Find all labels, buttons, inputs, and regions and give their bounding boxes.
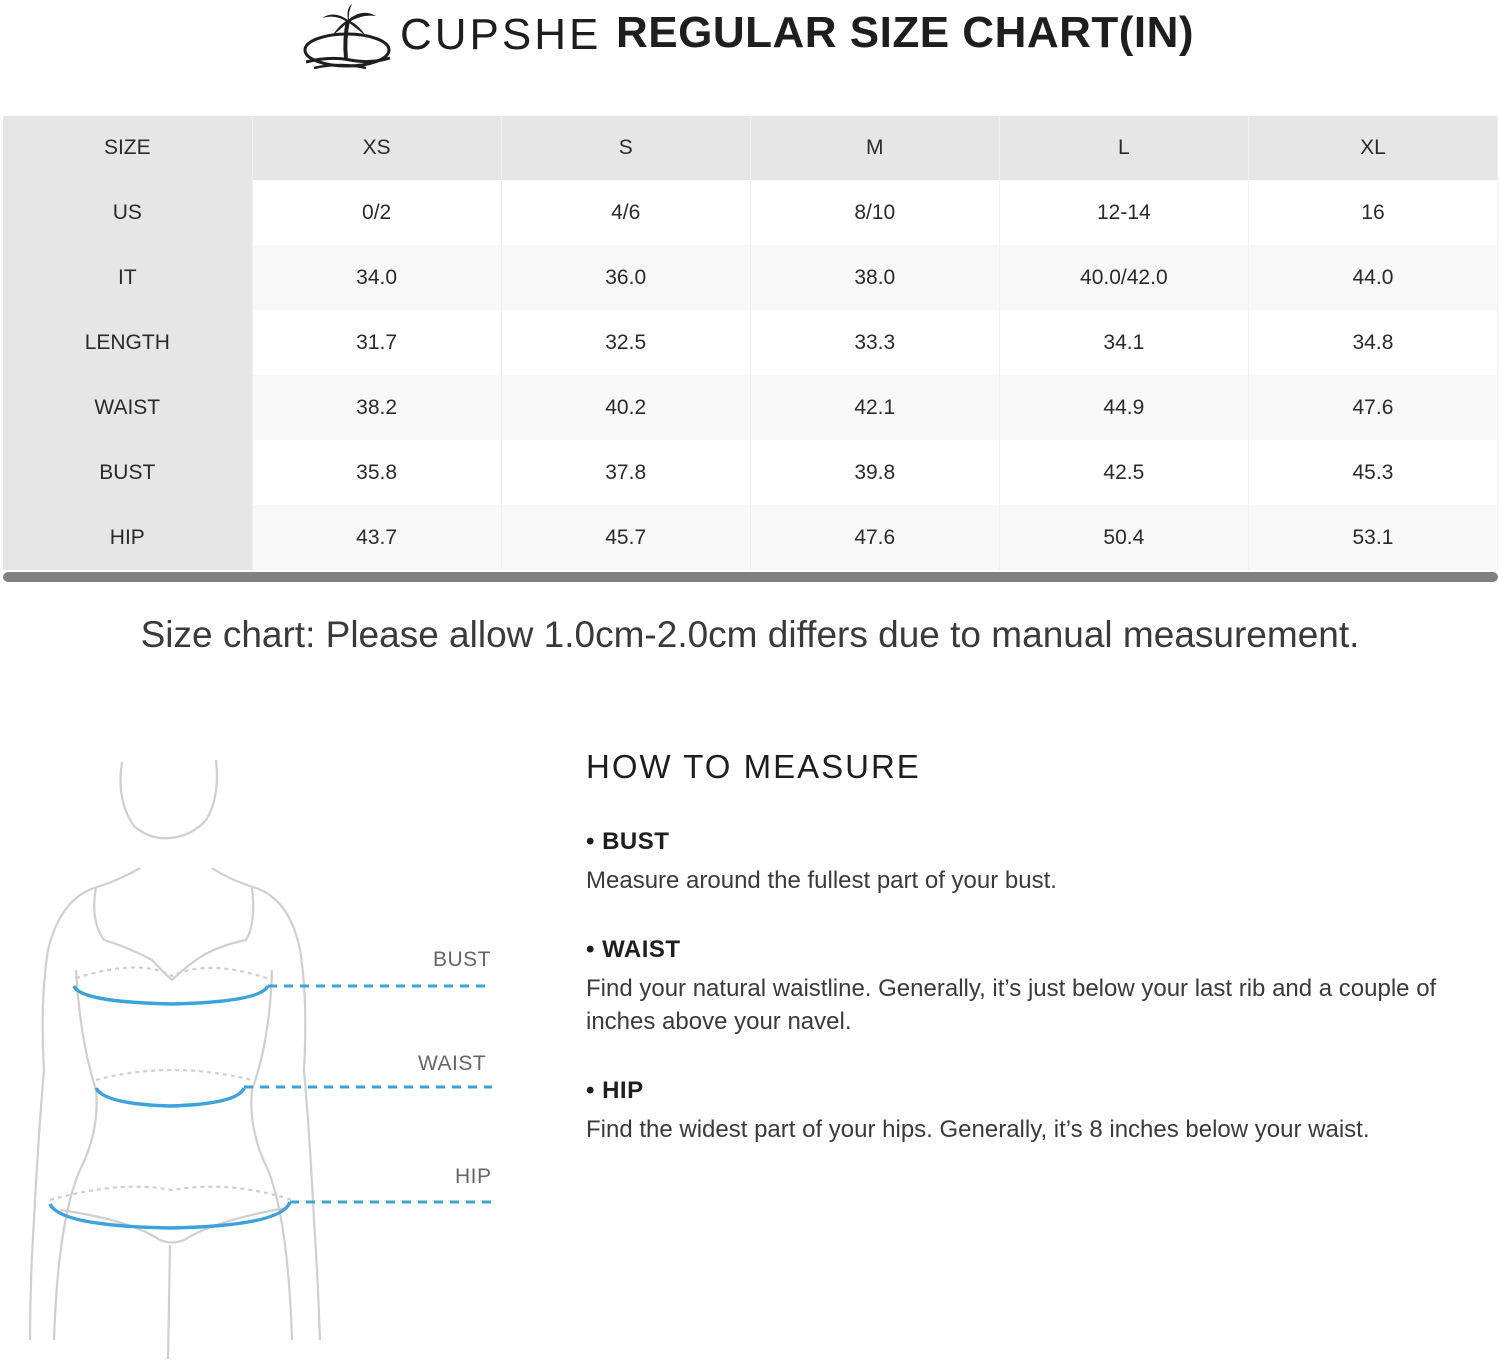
table-cell: 34.1 <box>999 310 1248 375</box>
row-header: IT <box>3 245 252 310</box>
table-cell: 53.1 <box>1248 505 1497 570</box>
bust-label: BUST <box>433 948 492 971</box>
table-cell: 34.8 <box>1248 310 1497 375</box>
table-cell: 39.8 <box>750 440 999 505</box>
table-cell: 47.6 <box>1248 375 1497 440</box>
column-header: M <box>750 116 999 180</box>
table-cell: 38.2 <box>252 375 501 440</box>
table-cell: 16 <box>1248 180 1497 245</box>
column-header: L <box>999 116 1248 180</box>
table-row <box>3 180 1498 245</box>
measure-item-hip <box>586 1077 1486 1146</box>
table-cell: 12-14 <box>999 180 1248 245</box>
table-cell: 43.7 <box>252 505 501 570</box>
measurement-note: Size chart: Please allow 1.0cm-2.0cm differs due to manual measurement. <box>140 614 1360 655</box>
column-header: S <box>501 116 750 180</box>
table-cell: 32.5 <box>501 310 750 375</box>
row-header: BUST <box>3 440 252 505</box>
palm-tree-logo-icon <box>300 2 395 72</box>
table-cell: 50.4 <box>999 505 1248 570</box>
brand-name: CUPSHE <box>400 10 602 59</box>
table-cell: 44.9 <box>999 375 1248 440</box>
hip-label: HIP <box>455 1165 492 1188</box>
table-row <box>3 440 1498 505</box>
row-header: US <box>3 180 252 245</box>
table-row <box>3 310 1498 375</box>
table-cell: 35.8 <box>252 440 501 505</box>
table-row <box>3 245 1498 310</box>
column-header: XL <box>1248 116 1497 180</box>
how-to-measure-section <box>586 748 1486 1143</box>
table-cell: 31.7 <box>252 310 501 375</box>
table-cell: 37.8 <box>501 440 750 505</box>
table-cell: 38.0 <box>750 245 999 310</box>
table-header-row <box>3 116 1498 180</box>
table-cell: 33.3 <box>750 310 999 375</box>
header <box>0 0 1500 80</box>
table-cell: 36.0 <box>501 245 750 310</box>
table-cell: 45.7 <box>501 505 750 570</box>
row-header: LENGTH <box>3 310 252 375</box>
waist-label: WAIST <box>418 1052 487 1075</box>
table-cell: 40.0/42.0 <box>999 245 1248 310</box>
measure-item-desc: Measure around the fullest part of your bust. <box>586 867 1057 894</box>
measure-item-title: • BUST <box>586 828 670 855</box>
measure-item-waist <box>586 936 1486 1038</box>
measure-item-desc: Find your natural waistline. Generally, it’s just below your last rib and a couple of inches above your navel. <box>586 975 1437 1035</box>
table-cell: 4/6 <box>501 180 750 245</box>
column-header: XS <box>252 116 501 180</box>
table-cell: 45.3 <box>1248 440 1497 505</box>
measure-item-bust <box>586 828 1486 897</box>
table-cell: 47.6 <box>750 505 999 570</box>
table-row <box>3 375 1498 440</box>
table-cell: 8/10 <box>750 180 999 245</box>
page-title: REGULAR SIZE CHART(IN) <box>616 8 1195 57</box>
column-header: SIZE <box>3 116 252 180</box>
measure-item-desc: Find the widest part of your hips. Generally, it’s 8 inches below your waist. <box>586 1116 1370 1143</box>
table-row <box>3 505 1498 570</box>
size-chart-table <box>3 116 1498 570</box>
table-cell: 44.0 <box>1248 245 1497 310</box>
table-cell: 42.5 <box>999 440 1248 505</box>
table-cell: 34.0 <box>252 245 501 310</box>
row-header: WAIST <box>3 375 252 440</box>
table-divider <box>3 572 1498 582</box>
measure-item-title: • WAIST <box>586 936 681 963</box>
row-header: HIP <box>3 505 252 570</box>
section-heading: HOW TO MEASURE <box>586 748 921 785</box>
table-cell: 42.1 <box>750 375 999 440</box>
table-cell: 40.2 <box>501 375 750 440</box>
measure-item-title: • HIP <box>586 1077 644 1104</box>
table-cell: 0/2 <box>252 180 501 245</box>
body-measurement-figure <box>20 740 520 1359</box>
body-outline-icon <box>20 740 520 1359</box>
